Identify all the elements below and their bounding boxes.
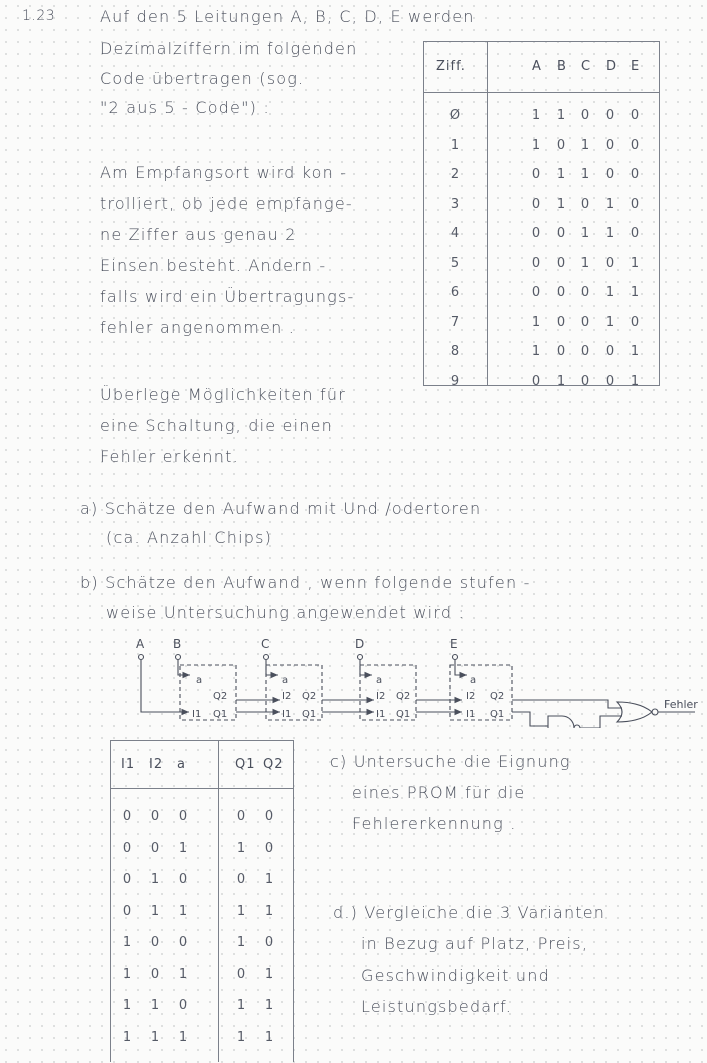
truth-cell: 1 bbox=[150, 872, 160, 887]
code-bit: 1 bbox=[556, 373, 566, 389]
stage2-port-q1: Q1 bbox=[302, 709, 317, 720]
truth-cell: 0 bbox=[150, 935, 160, 950]
code-header-5: E bbox=[631, 59, 641, 74]
truth-cell: 1 bbox=[122, 935, 132, 950]
problem-number: 1.23 bbox=[22, 8, 56, 24]
output-label-fehler: Fehler bbox=[664, 698, 698, 711]
input-terminal-a bbox=[139, 655, 144, 660]
truth-cell: 1 bbox=[150, 998, 160, 1013]
code-bit: 1 bbox=[630, 285, 640, 300]
truth-header-3: Q1 bbox=[235, 757, 256, 772]
code-bit: 1 bbox=[556, 108, 566, 123]
consider-line: Überlege Möglichkeiten für bbox=[100, 385, 347, 404]
code-bit: 1 bbox=[556, 196, 566, 212]
code-header-4: D bbox=[606, 59, 618, 74]
code-bit: 0 bbox=[580, 314, 590, 330]
code-digit: 5 bbox=[450, 255, 460, 271]
code-bit: 0 bbox=[580, 108, 590, 123]
code-bit: 0 bbox=[556, 255, 566, 271]
stage3-port-q2: Q2 bbox=[396, 691, 411, 702]
code-header-2: B bbox=[557, 59, 567, 74]
truth-cell: 0 bbox=[236, 966, 246, 982]
nand-bubble bbox=[574, 725, 580, 728]
truth-cell: 1 bbox=[150, 903, 160, 919]
input-terminal-d bbox=[358, 655, 363, 660]
code-bit: 0 bbox=[531, 255, 541, 271]
task-c-line: Fehlererkennung . bbox=[352, 814, 517, 833]
truth-cell: 0 bbox=[122, 840, 132, 856]
truth-header-2: a bbox=[177, 757, 186, 772]
code-bit: 0 bbox=[531, 373, 541, 389]
check-line: trolliert, ob jede empfange- bbox=[100, 194, 353, 213]
circuit-diagram bbox=[0, 628, 707, 728]
truth-cell: 0 bbox=[178, 935, 188, 950]
code-bit: 1 bbox=[630, 344, 640, 359]
consider-line: eine Schaltung, die einen bbox=[100, 416, 333, 435]
truth-cell: 1 bbox=[178, 966, 188, 982]
code-bit: 0 bbox=[605, 344, 615, 359]
truth-cell: 1 bbox=[236, 840, 246, 856]
truth-cell: 0 bbox=[264, 840, 274, 856]
task-d-line: in Bezug auf Platz, Preis, bbox=[361, 934, 589, 953]
code-bit: 1 bbox=[580, 167, 590, 182]
stage1-port-a: a bbox=[196, 675, 203, 686]
truth-table-header-rule bbox=[111, 788, 293, 789]
code-digit: 7 bbox=[450, 314, 460, 330]
truth-cell: 0 bbox=[178, 809, 188, 824]
truth-cell: 0 bbox=[178, 998, 188, 1013]
code-bit: 0 bbox=[531, 196, 541, 212]
code-digit: Ø bbox=[449, 108, 461, 123]
stage1-port-q2: Q2 bbox=[213, 691, 228, 702]
stage3-port-i2: I2 bbox=[376, 691, 386, 702]
stage2-port-a: a bbox=[282, 675, 289, 686]
code-bit: 0 bbox=[580, 344, 590, 359]
truth-cell: 0 bbox=[236, 809, 246, 824]
label-input-e: E bbox=[450, 637, 458, 651]
code-table-header-rule bbox=[424, 92, 659, 93]
label-input-c: C bbox=[261, 637, 270, 651]
code-bit: 1 bbox=[580, 226, 590, 241]
code-table-divider bbox=[487, 42, 488, 385]
truth-cell: 0 bbox=[264, 935, 274, 950]
truth-cell: 0 bbox=[150, 966, 160, 982]
task-a-line: (ca. Anzahl Chips) bbox=[106, 528, 273, 547]
task-c-line: eines PROM für die bbox=[352, 783, 526, 802]
code-bit: 0 bbox=[556, 344, 566, 359]
code-bit: 0 bbox=[630, 226, 640, 241]
stage4-port-q2: Q2 bbox=[490, 691, 505, 702]
code-bit: 0 bbox=[556, 226, 566, 241]
label-input-b: B bbox=[173, 637, 182, 651]
stage4-port-i1: I1 bbox=[466, 709, 476, 720]
truth-cell: 1 bbox=[178, 840, 188, 856]
truth-cell: 1 bbox=[122, 1029, 132, 1045]
code-bit: 0 bbox=[630, 314, 640, 330]
truth-cell: 0 bbox=[122, 903, 132, 919]
code-bit: 1 bbox=[605, 285, 615, 300]
code-bit: 0 bbox=[630, 137, 640, 153]
truth-cell: 1 bbox=[264, 1029, 274, 1045]
stage3-port-i1: I1 bbox=[376, 709, 386, 720]
nor-bubble bbox=[652, 709, 658, 715]
task-b-line: b) Schätze den Aufwand , wenn folgende stufen - bbox=[80, 573, 531, 592]
code-bit: 1 bbox=[580, 137, 590, 153]
code-bit: 0 bbox=[605, 108, 615, 123]
code-bit: 1 bbox=[605, 196, 615, 212]
stage4-port-q1: Q1 bbox=[490, 709, 505, 720]
code-bit: 0 bbox=[556, 137, 566, 153]
code-digit: 6 bbox=[450, 285, 460, 300]
input-terminal-e bbox=[453, 655, 458, 660]
code-digit: 1 bbox=[450, 137, 460, 153]
stage1-port-i1: I1 bbox=[192, 709, 202, 720]
code-digit: 2 bbox=[450, 167, 460, 182]
truth-cell: 0 bbox=[150, 809, 160, 824]
label-input-a: A bbox=[136, 637, 145, 651]
check-line: Am Empfangsort wird kon - bbox=[100, 163, 348, 182]
code-bit: 1 bbox=[630, 373, 640, 389]
truth-table bbox=[110, 740, 294, 1062]
stage2-port-i2: I2 bbox=[282, 691, 292, 702]
truth-cell: 1 bbox=[264, 872, 274, 887]
code-bit: 1 bbox=[531, 314, 541, 330]
task-d-line: Leistungsbedarf. bbox=[361, 997, 513, 1016]
code-bit: 0 bbox=[531, 226, 541, 241]
check-line: fehler angenommen . bbox=[100, 318, 296, 337]
input-terminal-c bbox=[264, 655, 269, 660]
truth-cell: 0 bbox=[122, 809, 132, 824]
truth-cell: 0 bbox=[236, 872, 246, 887]
truth-cell: 1 bbox=[236, 1029, 246, 1045]
code-bit: 0 bbox=[580, 373, 590, 389]
task-d-line: Geschwindigkeit und bbox=[361, 966, 550, 985]
truth-header-0: I1 bbox=[121, 757, 136, 772]
code-digit: 9 bbox=[450, 373, 460, 389]
label-input-d: D bbox=[355, 637, 365, 651]
truth-cell: 1 bbox=[150, 1029, 160, 1045]
code-bit: 1 bbox=[556, 167, 566, 182]
code-header-digit: Ziff. bbox=[436, 59, 466, 74]
truth-header-4: Q2 bbox=[263, 757, 284, 772]
truth-cell: 1 bbox=[122, 966, 132, 982]
truth-cell: 1 bbox=[264, 966, 274, 982]
truth-cell: 1 bbox=[236, 935, 246, 950]
stage3-port-q1: Q1 bbox=[396, 709, 411, 720]
task-b-line: weise Untersuchung angewendet wird : bbox=[106, 603, 466, 622]
nand-gate bbox=[548, 716, 574, 728]
code-header-3: C bbox=[581, 59, 592, 74]
code-bit: 0 bbox=[531, 285, 541, 300]
code-bit: 0 bbox=[605, 373, 615, 389]
truth-cell: 1 bbox=[264, 903, 274, 919]
task-a-line: a) Schätze den Aufwand mit Und /odertoren bbox=[80, 499, 482, 518]
code-table bbox=[423, 41, 660, 389]
code-bit: 0 bbox=[630, 108, 640, 123]
intro-line: "2 aus 5 - Code") : bbox=[100, 98, 270, 117]
code-bit: 1 bbox=[605, 314, 615, 330]
stage1-port-q1: Q1 bbox=[213, 709, 228, 720]
truth-cell: 0 bbox=[122, 872, 132, 887]
consider-line: Fehler erkennt. bbox=[100, 447, 239, 466]
code-bit: 1 bbox=[580, 255, 590, 271]
code-digit: 8 bbox=[450, 344, 460, 359]
code-bit: 0 bbox=[630, 196, 640, 212]
code-bit: 0 bbox=[580, 196, 590, 212]
code-bit: 0 bbox=[556, 314, 566, 330]
check-line: Einsen besteht. Andern - bbox=[100, 256, 327, 275]
code-bit: 0 bbox=[605, 167, 615, 182]
truth-header-1: I2 bbox=[149, 757, 164, 772]
truth-cell: 1 bbox=[236, 903, 246, 919]
stage4-port-a: a bbox=[470, 675, 477, 686]
truth-cell: 1 bbox=[264, 998, 274, 1013]
stage2-port-i1: I1 bbox=[282, 709, 292, 720]
code-bit: 0 bbox=[605, 137, 615, 153]
stage3-port-a: a bbox=[376, 675, 383, 686]
truth-cell: 0 bbox=[150, 840, 160, 856]
code-bit: 0 bbox=[580, 285, 590, 300]
nor-gate bbox=[617, 702, 652, 722]
stage2-port-q2: Q2 bbox=[302, 691, 317, 702]
code-bit: 1 bbox=[531, 108, 541, 123]
task-c-line: c) Untersuche die Eignung bbox=[330, 752, 571, 771]
intro-line: Dezimalziffern im folgenden bbox=[100, 39, 358, 58]
truth-cell: 1 bbox=[122, 998, 132, 1013]
code-bit: 0 bbox=[531, 167, 541, 182]
code-bit: 1 bbox=[531, 344, 541, 359]
truth-table-divider bbox=[218, 741, 219, 1062]
check-line: ne Ziffer aus genau 2 bbox=[100, 225, 297, 244]
truth-cell: 1 bbox=[236, 998, 246, 1013]
check-line: falls wird ein Übertragungs- bbox=[100, 287, 355, 306]
code-bit: 1 bbox=[630, 255, 640, 271]
truth-cell: 1 bbox=[178, 903, 188, 919]
intro-line: Code übertragen (sog. bbox=[100, 69, 305, 88]
stage4-port-i2: I2 bbox=[466, 691, 476, 702]
code-bit: 0 bbox=[556, 285, 566, 300]
code-bit: 1 bbox=[531, 137, 541, 153]
code-digit: 3 bbox=[450, 196, 460, 212]
code-digit: 4 bbox=[450, 226, 460, 241]
truth-cell: 0 bbox=[178, 872, 188, 887]
task-d-line: d.) Vergleiche die 3 Varianten bbox=[333, 903, 606, 922]
input-terminal-b bbox=[176, 655, 181, 660]
truth-cell: 0 bbox=[264, 809, 274, 824]
intro-line: Auf den 5 Leitungen A, B, C, D, E werden bbox=[100, 7, 475, 26]
code-bit: 0 bbox=[630, 167, 640, 182]
code-bit: 1 bbox=[605, 226, 615, 241]
truth-cell: 1 bbox=[178, 1029, 188, 1045]
code-header-1: A bbox=[532, 59, 542, 74]
code-bit: 0 bbox=[605, 255, 615, 271]
